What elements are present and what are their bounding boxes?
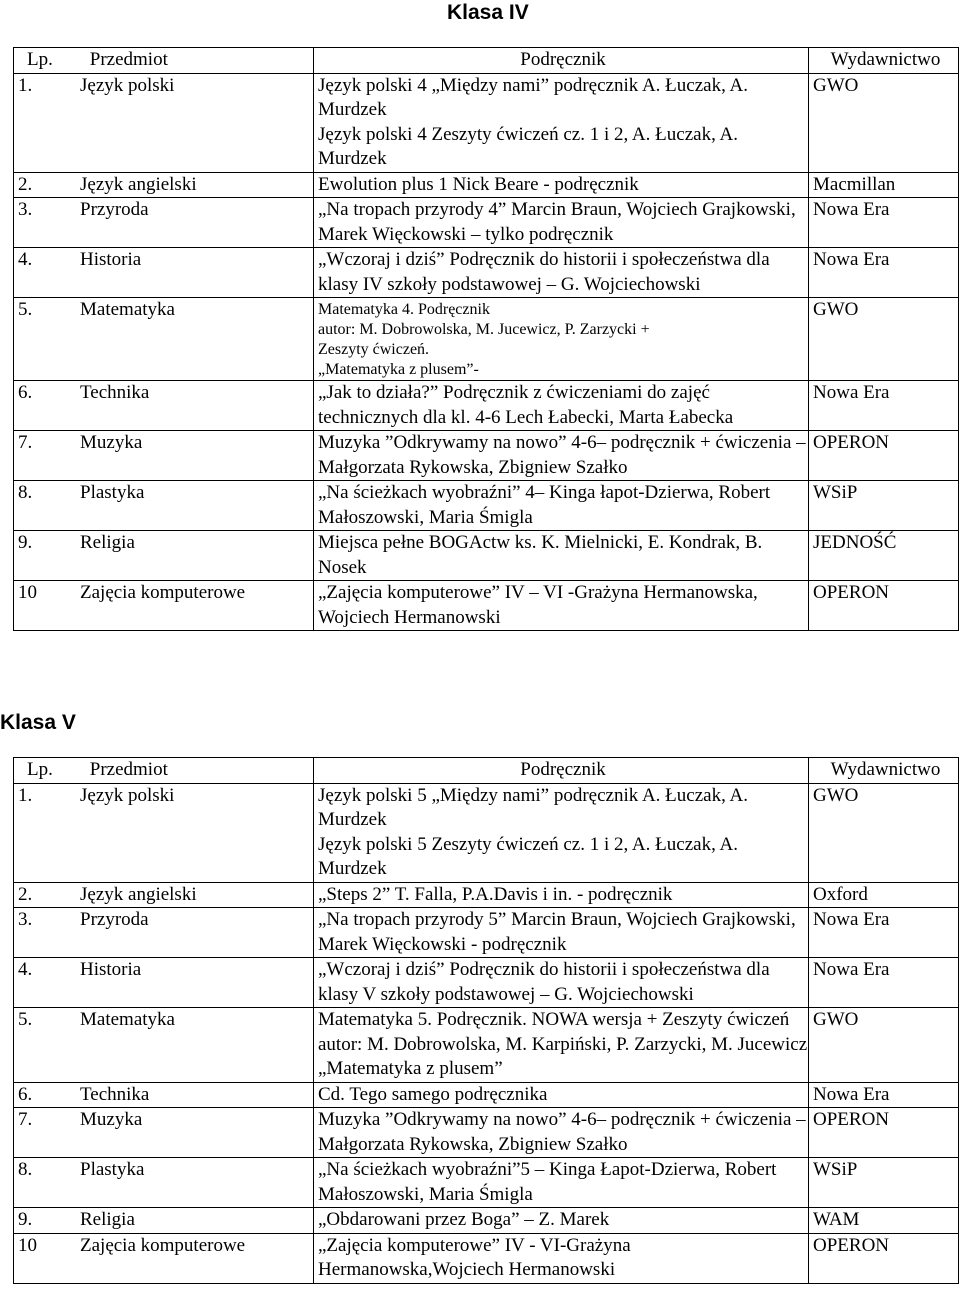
- table-row: [14, 298, 959, 381]
- publisher-cell: OPERON: [809, 1108, 959, 1158]
- publisher-cell: WAM: [809, 1208, 959, 1234]
- klasa-iv-table: [13, 47, 959, 631]
- book-cell: „Zajęcia komputerowe” IV – VI -Grażyna Hermanowska, Wojciech Hermanowski: [314, 581, 809, 631]
- publisher-cell: Nowa Era: [809, 381, 959, 431]
- subject-name: Matematyka: [80, 299, 175, 320]
- subject-name: Plastyka: [80, 1159, 145, 1180]
- header-podrecznik: Podręcznik: [314, 758, 809, 784]
- row-number: 3.: [18, 199, 33, 220]
- row-number: 6.: [18, 382, 33, 403]
- subject-name: Przyroda: [80, 199, 149, 220]
- header-wydawnictwo: Wydawnictwo: [809, 758, 959, 784]
- publisher-cell: GWO: [809, 783, 959, 882]
- subject-name: Historia: [80, 959, 142, 980]
- subject-cell: [14, 581, 314, 631]
- book-title: Język polski 4 „Między nami” podręcznik A. Łuczak, A. Murdzek: [318, 74, 749, 120]
- subject-cell: [14, 783, 314, 882]
- book-title: Język polski 5 „Między nami” podręcznik A. Łuczak, A. Murdzek: [318, 784, 749, 830]
- publisher-cell: Nowa Era: [809, 908, 959, 958]
- row-number: 2.: [18, 883, 33, 905]
- book-cell: „Jak to działa?” Podręcznik z ćwiczeniami do zajęć technicznych dla kl. 4-6 Lech Łabecki, Marta Łabecka: [314, 381, 809, 431]
- header-lp: Lp.: [27, 759, 53, 780]
- subject-cell: [14, 481, 314, 531]
- book-title-2: Język polski 4 Zeszyty ćwiczeń cz. 1 i 2, A. Łuczak, A. Murdzek: [318, 123, 738, 169]
- publisher-cell: WSiP: [809, 481, 959, 531]
- publisher-cell: GWO: [809, 1008, 959, 1083]
- table-row: [14, 531, 959, 581]
- header-lp-przedmiot: [14, 758, 314, 784]
- subject-cell: [14, 198, 314, 248]
- row-number: 3.: [18, 909, 33, 930]
- subject-cell: [14, 531, 314, 581]
- table-header-row: [14, 48, 959, 74]
- header-przedmiot: Przedmiot: [89, 759, 168, 780]
- table-row: [14, 908, 959, 958]
- subject-cell: [14, 882, 314, 908]
- subject-name: Muzyka: [80, 1109, 143, 1130]
- subject-name: Język polski: [80, 74, 175, 96]
- publisher-cell: Nowa Era: [809, 958, 959, 1008]
- row-number: 10: [18, 582, 37, 603]
- book-cell: „Na ścieżkach wyobraźni”5 – Kinga Łapot-Dzierwa, Robert Małoszowski, Maria Śmigla: [314, 1158, 809, 1208]
- subject-cell: [14, 1158, 314, 1208]
- subject-cell: [14, 298, 314, 381]
- subject-cell: [14, 1082, 314, 1108]
- publisher-cell: GWO: [809, 73, 959, 172]
- table-row: [14, 1208, 959, 1234]
- row-number: 8.: [18, 482, 33, 503]
- publisher-cell: WSiP: [809, 1158, 959, 1208]
- book-cell: „Na ścieżkach wyobraźni” 4– Kinga łapot-Dzierwa, Robert Małoszowski, Maria Śmigla: [314, 481, 809, 531]
- header-wydawnictwo: Wydawnictwo: [809, 48, 959, 74]
- subject-cell: [14, 908, 314, 958]
- publisher-cell: OPERON: [809, 581, 959, 631]
- subject-name: Zajęcia komputerowe: [80, 582, 246, 603]
- row-number: 9.: [18, 1209, 33, 1230]
- book-cell: „Wczoraj i dziś” Podręcznik do historii i społeczeństwa dla klasy IV szkoły podstawowej – G. Wojciechowski: [314, 248, 809, 298]
- table-row: [14, 1108, 959, 1158]
- row-number: 6.: [18, 1083, 33, 1105]
- publisher-cell: OPERON: [809, 1233, 959, 1283]
- table-row: [14, 1233, 959, 1283]
- subject-cell: [14, 248, 314, 298]
- subject-cell: [14, 1108, 314, 1158]
- publisher-cell: Nowa Era: [809, 198, 959, 248]
- book-cell: [314, 783, 809, 882]
- publisher-cell: Macmillan: [809, 172, 959, 198]
- book-cell: „Steps 2” T. Falla, P.A.Davis i in. - podręcznik: [314, 882, 809, 908]
- book-title: Matematyka 4. Podręcznik: [318, 301, 490, 318]
- book-cell: „Wczoraj i dziś” Podręcznik do historii i społeczeństwa dla klasy V szkoły podstawowej – G. Wojciechowski: [314, 958, 809, 1008]
- book-cell: „Na tropach przyrody 5” Marcin Braun, Wojciech Grajkowski, Marek Więckowski - podręcznik: [314, 908, 809, 958]
- subject-cell: [14, 381, 314, 431]
- table-row: [14, 381, 959, 431]
- table-row: [14, 882, 959, 908]
- publisher-cell: OPERON: [809, 431, 959, 481]
- klasa-v-heading: Klasa V: [0, 711, 76, 734]
- subject-name: Język polski: [80, 784, 175, 806]
- subject-cell: [14, 1233, 314, 1283]
- table-row: [14, 783, 959, 882]
- book-cell: Matematyka 5. Podręcznik. NOWA wersja + Zeszyty ćwiczeń autor: M. Dobrowolska, M. Karpiński, P. Zarzycki, M. Jucewicz „Matematyka z plusem”: [314, 1008, 809, 1083]
- subject-name: Technika: [80, 382, 150, 403]
- table-row: [14, 581, 959, 631]
- row-number: 5.: [18, 299, 33, 320]
- table-row: [14, 958, 959, 1008]
- table-row: [14, 431, 959, 481]
- table-row: [14, 1158, 959, 1208]
- subject-name: Język angielski: [80, 173, 197, 195]
- book-cell: „Na tropach przyrody 4” Marcin Braun, Wojciech Grajkowski, Marek Więckowski – tylko podręcznik: [314, 198, 809, 248]
- row-number: 7.: [18, 1109, 33, 1130]
- publisher-cell: JEDNOŚĆ: [809, 531, 959, 581]
- row-number: 4.: [18, 959, 33, 980]
- publisher-cell: Oxford: [809, 882, 959, 908]
- subject-name: Muzyka: [80, 432, 143, 453]
- row-number: 7.: [18, 432, 33, 453]
- book-cell: Ewolution plus 1 Nick Beare - podręcznik: [314, 172, 809, 198]
- book-cell: Muzyka ”Odkrywamy na nowo” 4-6– podręcznik + ćwiczenia – Małgorzata Rykowska, Zbigniew Szałko: [314, 1108, 809, 1158]
- row-number: 2.: [18, 173, 33, 195]
- subject-cell: [14, 431, 314, 481]
- row-number: 8.: [18, 1159, 33, 1180]
- book-cell: Muzyka ”Odkrywamy na nowo” 4-6– podręcznik + ćwiczenia – Małgorzata Rykowska, Zbigniew Szałko: [314, 431, 809, 481]
- table-row: [14, 481, 959, 531]
- book-cell: [314, 73, 809, 172]
- book-workbook: Zeszyty ćwiczeń.: [318, 341, 430, 358]
- book-authors: autor: M. Dobrowolska, M. Jucewicz, P. Zarzycki +: [318, 321, 650, 338]
- header-podrecznik: Podręcznik: [314, 48, 809, 74]
- table-row: [14, 248, 959, 298]
- subject-name: Język angielski: [80, 883, 197, 905]
- table-header-row: [14, 758, 959, 784]
- klasa-iv-heading: Klasa IV: [447, 1, 529, 24]
- header-lp-przedmiot: [14, 48, 314, 74]
- subject-name: Zajęcia komputerowe: [80, 1234, 246, 1256]
- row-number: 4.: [18, 249, 33, 270]
- subject-cell: [14, 958, 314, 1008]
- table-row: [14, 1008, 959, 1083]
- header-przedmiot: Przedmiot: [89, 49, 168, 70]
- row-number: 5.: [18, 1009, 33, 1030]
- publisher-cell: Nowa Era: [809, 1082, 959, 1108]
- book-cell: „Zajęcia komputerowe” IV - VI-Grażyna Hermanowska,Wojciech Hermanowski: [314, 1233, 809, 1283]
- book-series: „Matematyka z plusem”-: [318, 361, 479, 378]
- row-number: 9.: [18, 532, 33, 553]
- subject-name: Matematyka: [80, 1009, 175, 1030]
- row-number: 1.: [18, 74, 33, 96]
- table-row: [14, 198, 959, 248]
- book-cell: Cd. Tego samego podręcznika: [314, 1082, 809, 1108]
- subject-name: Technika: [80, 1083, 150, 1105]
- subject-name: Religia: [80, 532, 135, 553]
- publisher-cell: GWO: [809, 298, 959, 381]
- klasa-v-table: [13, 757, 959, 1284]
- subject-name: Przyroda: [80, 909, 149, 930]
- header-lp: Lp.: [27, 49, 53, 70]
- subject-name: Plastyka: [80, 482, 145, 503]
- subject-cell: [14, 1008, 314, 1083]
- book-cell: Miejsca pełne BOGActw ks. K. Mielnicki, E. Kondrak, B. Nosek: [314, 531, 809, 581]
- subject-cell: [14, 73, 314, 172]
- subject-name: Religia: [80, 1209, 135, 1230]
- subject-name: Historia: [80, 249, 142, 270]
- subject-cell: [14, 1208, 314, 1234]
- book-title-2: Język polski 5 Zeszyty ćwiczeń cz. 1 i 2, A. Łuczak, A. Murdzek: [318, 833, 738, 879]
- table-row: [14, 172, 959, 198]
- subject-cell: [14, 172, 314, 198]
- book-cell: [314, 298, 809, 381]
- table-row: [14, 73, 959, 172]
- publisher-cell: Nowa Era: [809, 248, 959, 298]
- row-number: 1.: [18, 784, 33, 806]
- table-row: [14, 1082, 959, 1108]
- book-cell: „Obdarowani przez Boga” – Z. Marek: [314, 1208, 809, 1234]
- row-number: 10: [18, 1234, 37, 1256]
